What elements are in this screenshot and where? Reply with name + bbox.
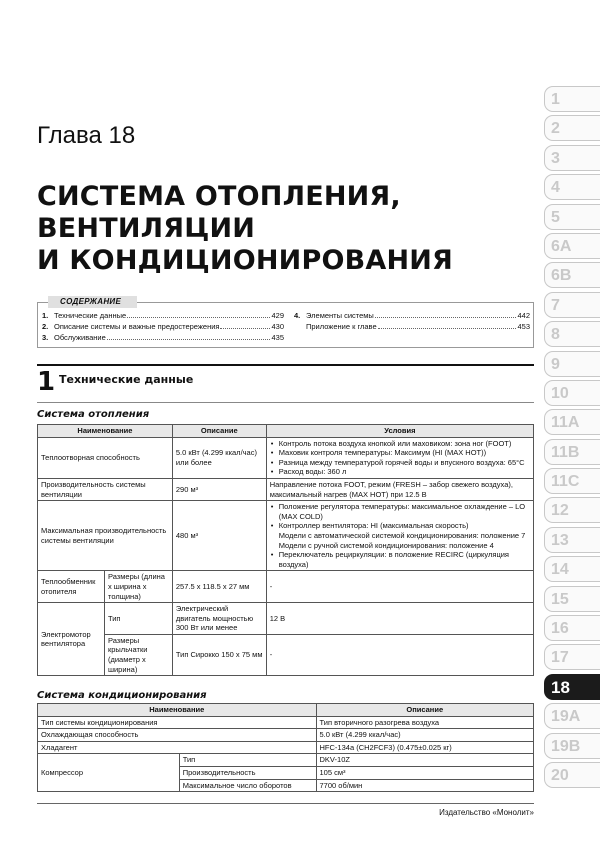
table-cell: Тип <box>179 754 316 767</box>
table-cell: Тип <box>104 603 172 635</box>
table-cell: Хладагент <box>38 741 317 754</box>
column-header: Описание <box>316 704 533 717</box>
table-cell: 5.0 кВт (4.299 ккал/час) <box>316 729 533 742</box>
condition-item: • Расход воды: 360 л <box>270 467 530 477</box>
table-cell: Размеры (длина x ширина x толщина) <box>104 571 172 603</box>
toc-entry-title: Элементы системы <box>306 311 374 320</box>
table-cell: Тип вторичного разогрева воздуха <box>316 716 533 729</box>
chapter-tab[interactable]: 11A <box>544 409 600 435</box>
chapter-tab[interactable]: 8 <box>544 321 600 347</box>
publisher-credit: Издательство «Монолит» <box>439 808 534 817</box>
table-row <box>38 729 534 742</box>
toc-entry-number: 2. <box>42 322 49 331</box>
chapter-tab[interactable]: 6B <box>544 262 600 288</box>
table-cell: Теплообменник отопителя <box>38 571 105 603</box>
table-cell: Производительность <box>179 766 316 779</box>
toc-entry[interactable] <box>42 332 284 343</box>
section-number: 1 <box>37 367 56 397</box>
table-cell <box>266 437 533 478</box>
column-header: Описание <box>172 425 266 438</box>
table-cell: Тип Сирокко 150 x 75 мм <box>172 634 266 675</box>
table-row <box>38 603 534 635</box>
chapter-tab[interactable]: 19A <box>544 703 600 729</box>
table-header-row <box>38 425 534 438</box>
condition-item: • Контроль потока воздуха кнопкой или маховиком: зона ног (FOOT) <box>270 439 530 449</box>
heating-subheading: Система отопления <box>37 409 150 420</box>
chapter-tab[interactable]: 18 <box>544 674 600 700</box>
table-cell: 290 м³ <box>172 478 266 500</box>
condition-item: Модели с ручной системой кондиционирования: положение 4 <box>278 540 494 550</box>
table-cell <box>266 501 533 571</box>
toc-entry-title: Обслуживание <box>54 333 106 342</box>
table-cell: Максимальное число оборотов <box>179 779 316 792</box>
chapter-tab[interactable]: 4 <box>544 174 600 200</box>
column-header: Наименование <box>38 425 173 438</box>
toc-column-left <box>42 310 284 343</box>
table-cell: - <box>266 571 533 603</box>
table-cell: Размеры крыльчатки (диаметр x ширина) <box>104 634 172 675</box>
column-header: Условия <box>266 425 533 438</box>
section-divider <box>37 364 534 366</box>
table-cell: Электромотор вентилятора <box>38 603 105 676</box>
toc-leader-dots <box>375 312 517 318</box>
toc-leader-dots <box>107 334 271 340</box>
table-row <box>38 754 534 767</box>
table-row <box>38 634 534 675</box>
table-cell: Охлаждающая способность <box>38 729 317 742</box>
chapter-tab[interactable]: 16 <box>544 615 600 641</box>
ac-specs-table <box>37 703 534 792</box>
table-cell: Электрический двигатель мощностью 300 Вт или менее <box>172 603 266 635</box>
table-cell: Максимальная производительность системы вентиляции <box>38 501 173 571</box>
table-cell: - <box>266 634 533 675</box>
condition-item: Модели с автоматической системой кондиционирования: положение 7 <box>278 530 526 540</box>
toc-entry[interactable] <box>42 310 284 321</box>
footer-divider <box>37 803 534 804</box>
chapter-tab[interactable]: 10 <box>544 380 600 406</box>
chapter-title-line: СИСТЕМА ОТОПЛЕНИЯ, <box>37 181 401 212</box>
chapter-tab[interactable]: 7 <box>544 292 600 318</box>
table-cell: 257.5 x 118.5 x 27 мм <box>172 571 266 603</box>
toc-entry-page: 442 <box>517 311 530 320</box>
table-row <box>38 716 534 729</box>
chapter-tab[interactable]: 5 <box>544 204 600 230</box>
chapter-tabs <box>544 86 600 791</box>
table-cell: Направление потока FOOT, режим (FRESH – забор свежего воздуха), максимальный нагрев (MAX HOT) при 12.5 В <box>266 478 533 500</box>
section-underline <box>37 402 534 403</box>
table-cell: 12 В <box>266 603 533 635</box>
toc-entry-title: Описание системы и важные предостережения <box>54 322 220 331</box>
table-of-contents <box>37 297 534 348</box>
column-header: Наименование <box>38 704 317 717</box>
condition-item: • Маховик контроля температуры: Максимум (HI (MAX HOT)) <box>270 448 530 458</box>
chapter-tab[interactable]: 14 <box>544 556 600 582</box>
toc-entry-title: Технические данные <box>54 311 127 320</box>
chapter-tab[interactable]: 19B <box>544 733 600 759</box>
toc-entry-number: 3. <box>42 333 49 342</box>
heating-specs-table <box>37 424 534 676</box>
toc-entry-page: 435 <box>271 333 284 342</box>
table-cell: 7700 об/мин <box>316 779 533 792</box>
table-row <box>38 741 534 754</box>
chapter-tab[interactable]: 9 <box>544 351 600 377</box>
table-row <box>38 571 534 603</box>
table-cell: Производительность системы вентиляции <box>38 478 173 500</box>
chapter-tab[interactable]: 12 <box>544 497 600 523</box>
chapter-tab[interactable]: 6A <box>544 233 600 259</box>
toc-entry[interactable] <box>42 321 284 332</box>
table-row <box>38 501 534 571</box>
toc-entry-page: 453 <box>517 322 530 331</box>
table-cell: 105 см³ <box>316 766 533 779</box>
table-cell: Компрессор <box>38 754 180 792</box>
table-cell: Теплоотворная способность <box>38 437 173 478</box>
table-cell: Тип системы кондиционирования <box>38 716 317 729</box>
table-row <box>38 437 534 478</box>
chapter-tab[interactable]: 13 <box>544 527 600 553</box>
toc-entry[interactable] <box>294 321 530 332</box>
chapter-tab[interactable]: 11B <box>544 439 600 465</box>
chapter-title-line: И КОНДИЦИОНИРОВАНИЯ <box>37 245 454 276</box>
chapter-tab[interactable]: 15 <box>544 586 600 612</box>
table-row <box>38 478 534 500</box>
toc-entry-page: 429 <box>271 311 284 320</box>
toc-entry[interactable] <box>294 310 530 321</box>
chapter-label: Глава 18 <box>37 122 136 149</box>
toc-column-right <box>294 310 530 332</box>
toc-leader-dots <box>378 323 517 329</box>
toc-entry-title: Приложение к главе <box>306 322 377 331</box>
chapter-tab[interactable]: 11C <box>544 468 600 494</box>
condition-item: • Переключатель рециркуляции: в положение RECIRC (циркуляция воздуха) <box>270 550 530 569</box>
ac-subheading: Система кондиционирования <box>37 690 207 701</box>
table-cell: HFC-134a (CH2FCF3) (0.475±0.025 кг) <box>316 741 533 754</box>
toc-header: СОДЕРЖАНИЕ <box>48 296 137 308</box>
chapter-title <box>37 181 507 277</box>
chapter-title-line: ВЕНТИЛЯЦИИ <box>37 213 256 244</box>
condition-item: • Контроллер вентилятора: HI (максимальная скорость) <box>270 521 530 531</box>
condition-item: • Положение регулятора температуры: максимальное охлаждение – LO (MAX COLD) <box>270 502 530 521</box>
chapter-tab[interactable]: 17 <box>544 644 600 670</box>
toc-entry-number: 1. <box>42 311 49 320</box>
table-cell: 480 м³ <box>172 501 266 571</box>
toc-leader-dots <box>127 312 270 318</box>
toc-entry-page: 430 <box>271 322 284 331</box>
chapter-tab[interactable]: 3 <box>544 145 600 171</box>
toc-entry-number: 4. <box>294 311 301 320</box>
chapter-tab[interactable]: 2 <box>544 115 600 141</box>
condition-item: • Разница между температурой горячей воды и впускного воздуха: 65°C <box>270 458 530 468</box>
table-cell: DKV-10Z <box>316 754 533 767</box>
toc-leader-dots <box>220 323 270 329</box>
chapter-tab[interactable]: 20 <box>544 762 600 788</box>
table-header-row <box>38 704 534 717</box>
section-title: Технические данные <box>59 373 194 386</box>
chapter-tab[interactable]: 1 <box>544 86 600 112</box>
table-cell: 5.0 кВт (4.299 ккал/час) или более <box>172 437 266 478</box>
